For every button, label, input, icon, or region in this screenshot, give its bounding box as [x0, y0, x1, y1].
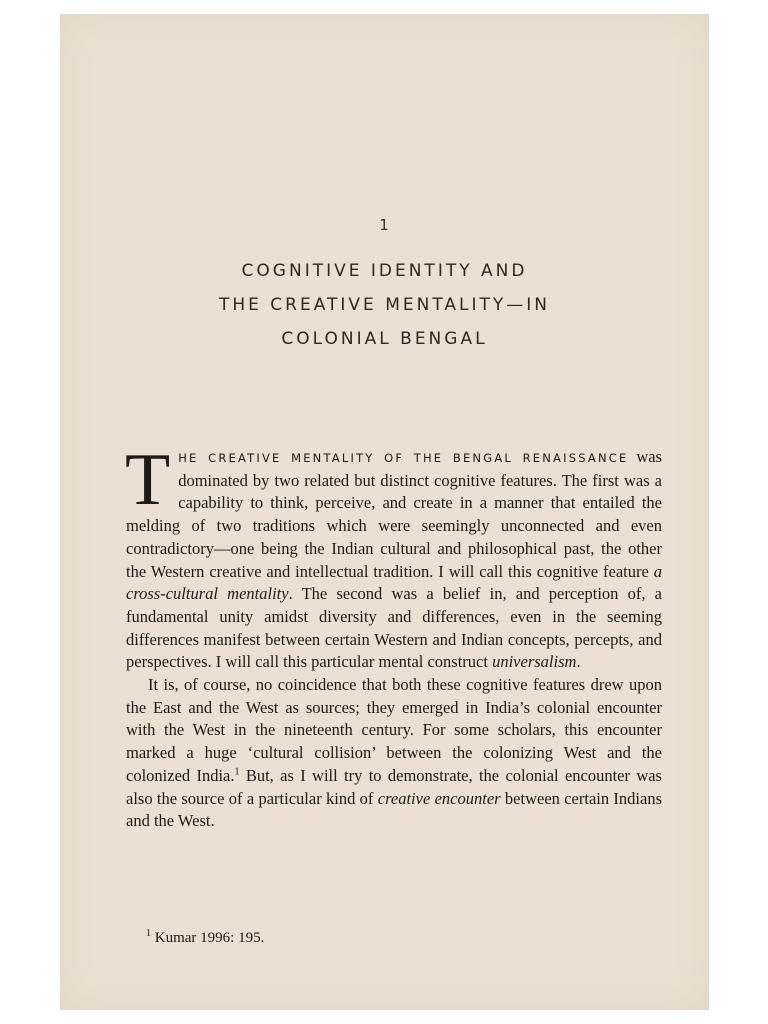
emphasis-universalism: universalism [492, 652, 577, 672]
chapter-title-line-1: COGNITIVE IDENTITY AND [241, 261, 528, 281]
footnote [146, 930, 264, 947]
paragraph-2-text-c: between certain Indians and the West. [126, 788, 662, 831]
drop-cap: T [125, 439, 171, 521]
paragraph-1-text-c: . [576, 652, 581, 672]
body-text [125, 439, 663, 833]
paragraph-1 [125, 439, 663, 674]
paragraph-1-text-b: . The second was a belief in, and perception of, a fundamental unity amidst diversity and differences, even in the seeming differences manifest between certain Western and Indian concepts, percepts, and perspectives. I will call this particular mental construct [126, 584, 663, 672]
footnote-reference[interactable]: 1 [234, 766, 240, 778]
footnote-text: Kumar 1996: 195. [151, 930, 265, 946]
opening-small-caps: HE CREATIVE MENTALITY OF THE BENGAL RENAISSANCE [178, 451, 629, 465]
chapter-title [60, 254, 709, 356]
paragraph-2 [126, 674, 662, 833]
emphasis-cross-cultural: a cross-cultural mentality [126, 561, 662, 604]
chapter-title-line-2: THE CREATIVE MENTALITY—IN [218, 295, 551, 315]
paragraph-1-text-a: was dominated by two related but distinct cognitive features. The first was a capability to think, perceive, and create in a manner that entailed the melding of two traditions which were seemingly unconnected and even contradictory—one being the Indian cultural and philosophical past, the other the Western creative and intellectual tradition. I will call this cognitive feature [126, 447, 662, 581]
chapter-number: 1 [379, 216, 390, 234]
paragraph-2-text-b: But, as I will try to demonstrate, the colonial encounter was also the source of a particular kind of [126, 765, 662, 808]
book-page [60, 14, 709, 1010]
chapter-title-line-3: COLONIAL BENGAL [281, 329, 488, 349]
emphasis-creative-encounter: creative encounter [377, 788, 501, 808]
paragraph-2-text-a: It is, of course, no coincidence that both these cognitive features drew upon the East and the West as sources; they emerged in India’s colonial encounter with the West in the nineteenth century. For some scholars, this encounter marked a huge ‘cultural collision’ between the colonizing West and the colonized India. [126, 675, 662, 785]
footnote-marker: 1 [146, 928, 151, 939]
